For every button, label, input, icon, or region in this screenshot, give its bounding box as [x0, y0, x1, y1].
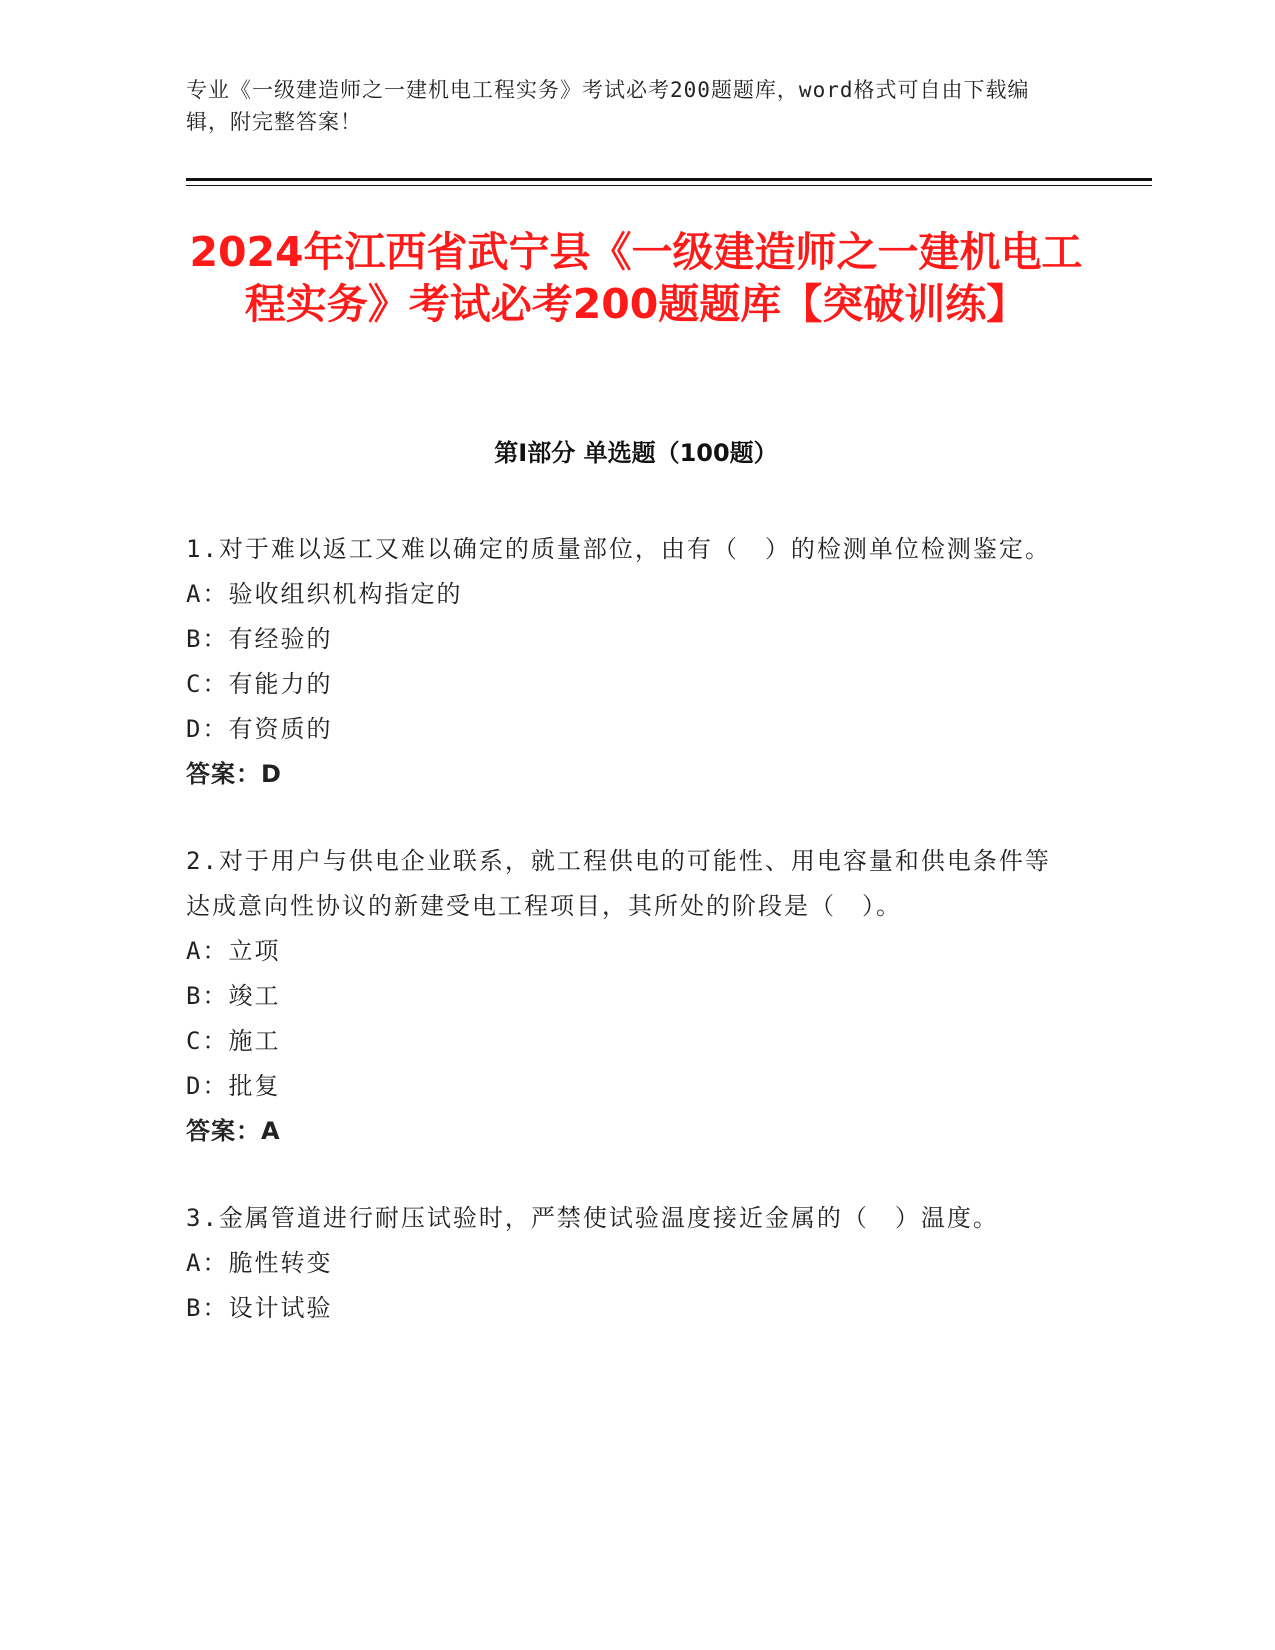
option-d: D：有资质的: [186, 715, 333, 743]
section-heading: 第Ⅰ部分 单选题（100题）: [494, 439, 778, 467]
question-3: [186, 1196, 1056, 1331]
option-b: B：竣工: [186, 982, 281, 1010]
option-b: B：有经验的: [186, 625, 333, 653]
option-c: C：有能力的: [186, 670, 333, 698]
question-list: [186, 527, 1056, 1373]
option-a: A：验收组织机构指定的: [186, 580, 463, 608]
option-c: C：施工: [186, 1027, 281, 1055]
document-title: 2024年江西省武宁县《一级建造师之一建机电工程实务》考试必考200题题库【突破训练】: [189, 228, 1083, 328]
option-b: B：设计试验: [186, 1294, 333, 1322]
header-divider-thin: [186, 185, 1152, 186]
question-stem: 3.金属管道进行耐压试验时，严禁使试验温度接近金属的（ ）温度。: [186, 1204, 999, 1232]
option-d: D：批复: [186, 1072, 281, 1100]
question-stem: 2.对于用户与供电企业联系，就工程供电的可能性、用电容量和供电条件等达成意向性协议的新建受电工程项目，其所处的阶段是（ ）。: [186, 847, 1051, 920]
option-a: A：立项: [186, 937, 281, 965]
question-stem: 1.对于难以返工又难以确定的质量部位，由有（ ）的检测单位检测鉴定。: [186, 535, 1051, 563]
question-2: [186, 839, 1056, 1154]
answer: 答案：D: [186, 760, 282, 788]
option-a: A：脆性转变: [186, 1249, 333, 1277]
question-1: [186, 527, 1056, 797]
header-note: 专业《一级建造师之一建机电工程实务》考试必考200题题库，word格式可自由下载编辑，附完整答案！: [186, 78, 1030, 134]
answer: 答案：A: [186, 1117, 281, 1145]
header-divider-thick: [186, 178, 1152, 181]
